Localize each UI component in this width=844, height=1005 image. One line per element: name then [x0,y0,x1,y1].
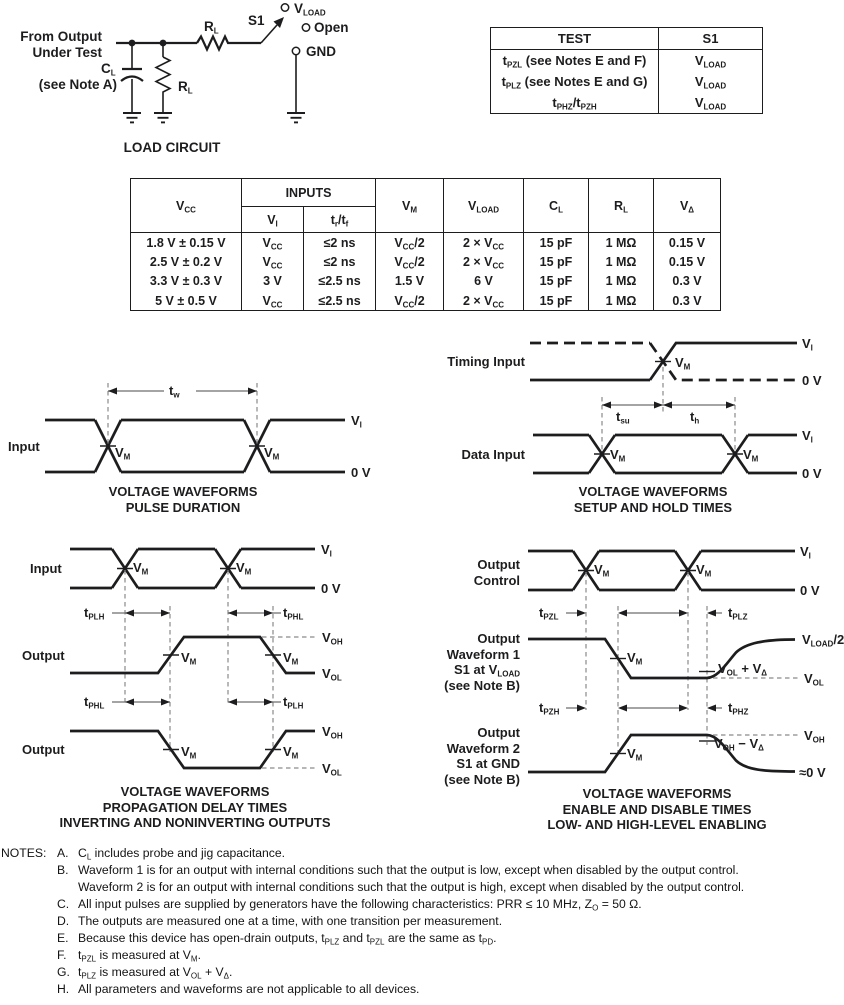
table-cell: 6 V [444,272,524,292]
fig4-vol-plus-vdelta-label: $V_{OL} + V_\Delta$ [718,661,768,678]
table-cell: 0.15 V [654,233,721,253]
gnd-terminal-label: GND [306,44,336,59]
col-header-vcc: $V_{CC}$ [131,179,242,233]
fig3-tphl-label: $t_{PHL}$ [283,605,304,622]
fig3-vm-label: $V_M$ [283,650,299,667]
table-cell: $V_{CC}$ [242,233,304,253]
col-header-vload: $V_{LOAD}$ [444,179,524,233]
rl-series-label: $R_L$ [204,19,219,36]
table-cell: $V_{CC}/2$ [376,233,444,253]
fig4-vload-half-level-label: $V_{LOAD}/2$ [802,632,844,649]
fig4-tplz-label: $t_{PLZ}$ [728,605,748,622]
note-item [57,845,744,862]
note-letter: D. [57,914,70,928]
note-text: Because this device has open-drain outputs, $t_{PLZ}$ and $t_{PZL}$ are the same as $t_{PD}$. [78,931,497,947]
fig4-approx-0v-level-label: ≈0 V [799,765,826,780]
fig4-caption: VOLTAGE WAVEFORMS ENABLE AND DISABLE TIMES LOW- AND HIGH-LEVEL ENABLING [547,786,767,832]
fig3-voh-level-label: $V_{OH}$ [322,724,343,741]
s1-test-table [490,27,763,114]
fig1-tw-label: $t_w$ [169,383,180,400]
fig4-waveform1-label: Output Waveform 1 S1 at $V_{LOAD}$ (see Note B) [444,631,520,693]
note-item [57,862,744,896]
table-cell: 0.15 V [654,252,721,272]
table-cell: $2 \times V_{CC}$ [444,291,524,311]
open-terminal [302,24,309,31]
table-cell: 1.5 V [376,272,444,292]
table-cell: $2 \times V_{CC}$ [444,233,524,253]
note-letter: A. [57,846,69,860]
fig2-vm-label: $V_M$ [610,447,626,464]
fig4-vm-label: $V_M$ [594,562,610,579]
note-letter: E. [57,931,69,945]
fig2-tsu-label: $t_{su}$ [616,409,630,426]
fig2-0v-level-label: 0 V [802,466,822,481]
fig2-vi-level-label: $V_I$ [802,336,813,353]
table-cell: 0.3 V [654,291,721,311]
table-cell: $t_{PZL}$ (see Notes E and F) [491,50,659,72]
resistor-symbol [156,57,170,113]
table-cell: $V_{CC}/2$ [376,252,444,272]
note-item [57,964,744,981]
fig1-vm-label: $V_M$ [115,445,131,462]
note-text: The outputs are measured one at a time, with one transition per measurement. [78,914,503,928]
table-cell: ≤2.5 ns [304,291,376,311]
fig1-vi-level-label: $V_I$ [351,413,362,430]
note-text: All parameters and waveforms are not applicable to all devices. [78,982,420,996]
s1-label: S1 [248,13,265,28]
col-header-cl: $C_L$ [524,179,589,233]
fig4-vm-label: $V_M$ [696,562,712,579]
table-cell: $V_{LOAD}$ [659,50,763,72]
table-cell: $V_{CC}/2$ [376,291,444,311]
fig3-voh-level-label: $V_{OH}$ [322,630,343,647]
col-header-inputs: INPUTS [242,179,376,207]
from-output-label: From Output Under Test [20,29,102,60]
fig2-vm-label: $V_M$ [675,355,691,372]
table-cell: ≤2 ns [304,252,376,272]
fig4-vi-level-label: $V_I$ [800,544,811,561]
table-cell: 1 MΩ [589,272,654,292]
fig2-th-label: $t_h$ [690,409,700,426]
fig4-waveform2-label: Output Waveform 2 S1 at GND (see Note B) [444,725,520,787]
table-cell: $t_{PHZ}/t_{PZH}$ [491,92,659,114]
fig4-tpzl-label: $t_{PZL}$ [539,605,559,622]
fig1-input-label: Input [8,439,40,454]
table-cell: ≤2 ns [304,233,376,253]
table-cell: $V_{CC}$ [242,252,304,272]
note-text: Waveform 1 is for an output with internal conditions such that the output is low, except when disabled by the output control. Waveform 2 is for an output with internal conditions such that the output is high, except when disabled by the output control. [78,863,745,894]
pulse-duration-waveform [45,383,345,472]
col-header-vdelta: $V_\Delta$ [654,179,721,233]
fig3-vm-label: $V_M$ [283,744,299,761]
table-cell: 2.5 V ± 0.2 V [131,252,242,272]
table-cell: 15 pF [524,233,589,253]
col-header-rl: $R_L$ [589,179,654,233]
fig1-0v-level-label: 0 V [351,465,371,480]
fig2-vi-level-label: $V_I$ [802,428,813,445]
table-cell: 15 pF [524,272,589,292]
note-text: All input pulses are supplied by generators have the following characteristics: PRR ≤ 10 MHz, $Z_O = 50$ Ω. [78,897,642,913]
table-cell: $2 \times V_{CC}$ [444,252,524,272]
fig3-output1-label: Output [22,648,65,663]
table-cell: $t_{PLZ}$ (see Notes E and G) [491,71,659,92]
fig4-vol-level-label: $V_{OL}$ [804,671,824,688]
note-item [57,930,744,947]
see-note-a-label: (see Note A) [38,77,117,92]
note-letter: B. [57,863,69,877]
fig3-vi-level-label: $V_I$ [321,542,332,559]
table-cell: 1.8 V ± 0.15 V [131,233,242,253]
notes-heading: NOTES: [1,846,47,860]
fig1-vm-label: $V_M$ [264,445,280,462]
col-header-s1: S1 [659,28,763,50]
table-cell: 3 V [242,272,304,292]
table-cell: $V_{LOAD}$ [659,92,763,114]
note-item [57,947,744,964]
fig4-output-control-label: Output Control [473,557,520,588]
cl-label: $C_L$ [101,61,116,78]
fig4-vm-label: $V_M$ [627,746,643,763]
table-cell: 15 pF [524,252,589,272]
fig3-tphl-label: $t_{PHL}$ [84,694,105,711]
fig4-tphz-label: $t_{PHZ}$ [728,700,749,717]
col-header-trtf: $t_r/t_f$ [304,207,376,233]
table-cell: 15 pF [524,291,589,311]
fig1-caption: VOLTAGE WAVEFORMS PULSE DURATION [108,484,258,515]
fig3-vm-label: $V_M$ [236,560,252,577]
fig2-0v-level-label: 0 V [802,373,822,388]
fig3-tplh-label: $t_{PLH}$ [84,605,105,622]
table-cell: 5 V ± 0.5 V [131,291,242,311]
fig2-caption: VOLTAGE WAVEFORMS SETUP AND HOLD TIMES [573,484,733,515]
notes-list [57,845,744,998]
fig4-vm-label: $V_M$ [627,650,643,667]
fig3-vol-level-label: $V_{OL}$ [322,761,342,778]
rl-shunt-label: $R_L$ [178,79,193,96]
load-circuit-caption: LOAD CIRCUIT [123,140,221,155]
fig3-caption: VOLTAGE WAVEFORMS PROPAGATION DELAY TIMES INVERTING AND NONINVERTING OUTPUTS [59,784,331,830]
fig3-0v-level-label: 0 V [321,581,341,596]
table-cell: 1 MΩ [589,252,654,272]
note-text: $t_{PLZ}$ is measured at $V_{OL} + V_\Delta$. [78,965,233,981]
table-cell: ≤2.5 ns [304,272,376,292]
note-item [57,896,744,913]
note-item [57,913,744,930]
fig3-vm-label: $V_M$ [181,650,197,667]
table-cell: $V_{LOAD}$ [659,71,763,92]
fig3-vol-level-label: $V_{OL}$ [322,666,342,683]
fig3-vm-label: $V_M$ [133,560,149,577]
fig2-data-input-label: Data Input [461,447,525,462]
fig4-tpzh-label: $t_{PZH}$ [539,700,560,717]
open-terminal-label: Open [314,20,349,35]
note-letter: F. [57,948,67,962]
col-header-vi: $V_I$ [242,207,304,233]
fig2-vm-label: $V_M$ [743,447,759,464]
note-letter: G. [57,965,70,979]
note-letter: H. [57,982,70,996]
fig3-vm-label: $V_M$ [181,744,197,761]
fig3-output2-label: Output [22,742,65,757]
vload-terminal-label: $V_{LOAD}$ [294,1,326,18]
fig4-0v-level-label: 0 V [800,583,820,598]
table-cell: 0.3 V [654,272,721,292]
table-cell: 3.3 V ± 0.3 V [131,272,242,292]
table-cell: 1 MΩ [589,291,654,311]
col-header-vm: $V_M$ [376,179,444,233]
parameter-table [130,178,721,311]
note-text: $t_{PZL}$ is measured at $V_M$. [78,948,201,964]
table-cell: 1 MΩ [589,233,654,253]
note-letter: C. [57,897,70,911]
fig3-input-label: Input [30,561,62,576]
fig2-timing-input-label: Timing Input [447,354,525,369]
note-item [57,981,744,998]
col-header-test: TEST [491,28,659,50]
gnd-terminal [292,47,299,54]
fig3-tplh-label: $t_{PLH}$ [283,694,304,711]
fig4-voh-minus-vdelta-label: $V_{OH} - V_\Delta$ [714,736,764,753]
vload-terminal [281,4,288,11]
note-text: $C_L$ includes probe and jig capacitance. [78,846,286,862]
table-cell: $V_{CC}$ [242,291,304,311]
fig4-voh-level-label: $V_{OH}$ [804,728,825,745]
